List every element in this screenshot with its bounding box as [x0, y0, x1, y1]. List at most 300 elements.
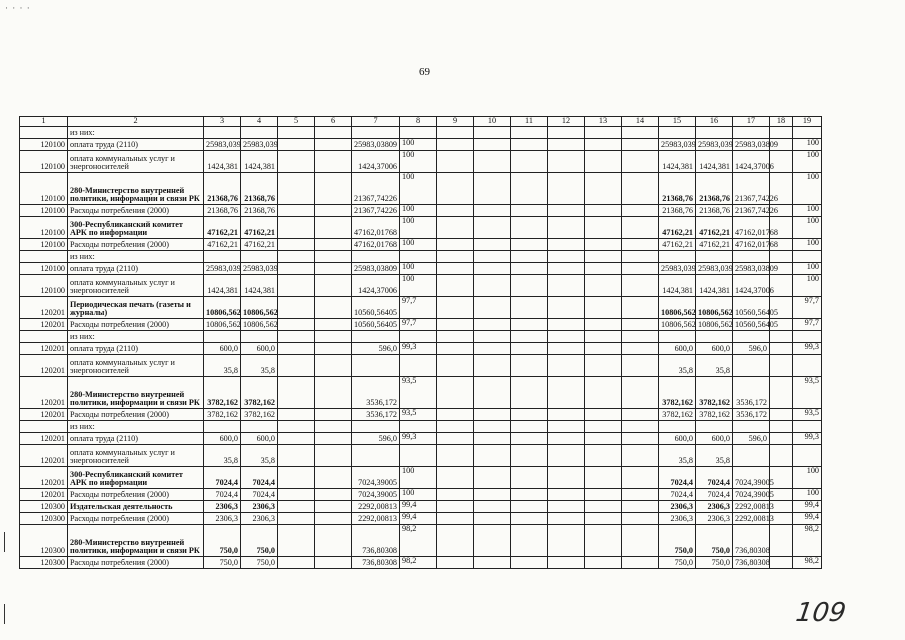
percent-cell: 100 — [400, 173, 437, 205]
value-cell — [315, 445, 352, 467]
value-cell — [437, 251, 474, 263]
table-row — [20, 445, 822, 467]
value-cell: 7024,4 — [659, 467, 696, 489]
row-code: 120100 — [20, 239, 68, 251]
value-cell: 21368,76 — [204, 205, 241, 217]
value-cell — [437, 139, 474, 151]
value-cell — [474, 151, 511, 173]
value-cell: 596,0 — [352, 433, 400, 445]
value-cell — [585, 251, 622, 263]
value-cell: 10806,562 — [696, 319, 733, 331]
percent-cell: 100 — [400, 217, 437, 239]
value-cell — [204, 251, 241, 263]
value-cell — [622, 173, 659, 205]
percent-cell: 100 — [793, 173, 822, 205]
value-cell — [585, 557, 622, 569]
value-cell: 1424,381 — [696, 275, 733, 297]
value-cell — [548, 467, 585, 489]
value-cell: 25983,039 — [241, 263, 278, 275]
value-cell — [278, 513, 315, 525]
value-cell — [585, 173, 622, 205]
table-row — [20, 501, 822, 513]
value-cell: 596,0 — [352, 343, 400, 355]
value-cell — [511, 151, 548, 173]
page-number: 69 — [419, 66, 430, 78]
value-cell — [770, 343, 793, 355]
header-cell: 17 — [733, 117, 770, 127]
table-row — [20, 343, 822, 355]
value-cell — [315, 343, 352, 355]
value-cell: 35,8 — [696, 445, 733, 467]
value-cell: 21367,74226 — [352, 173, 400, 205]
value-cell: 736,80308 — [733, 525, 770, 557]
table-row — [20, 433, 822, 445]
value-cell: 3782,162 — [241, 409, 278, 421]
value-cell — [315, 151, 352, 173]
row-name: Издательская деятельность — [68, 501, 204, 513]
row-name: оплата труда (2110) — [68, 343, 204, 355]
value-cell: 21367,74226 — [352, 205, 400, 217]
value-cell — [511, 433, 548, 445]
table-row — [20, 205, 822, 217]
value-cell — [278, 251, 315, 263]
value-cell — [622, 445, 659, 467]
budget-table — [19, 116, 822, 569]
value-cell: 1424,37006 — [733, 151, 770, 173]
value-cell — [548, 445, 585, 467]
value-cell — [437, 319, 474, 331]
value-cell — [241, 251, 278, 263]
row-code: 120100 — [20, 275, 68, 297]
value-cell — [548, 489, 585, 501]
value-cell: 3536,172 — [352, 409, 400, 421]
percent-cell: 98,2 — [793, 557, 822, 569]
value-cell: 35,8 — [204, 355, 241, 377]
table-row — [20, 421, 822, 433]
value-cell: 21368,76 — [659, 173, 696, 205]
value-cell — [315, 297, 352, 319]
value-cell — [474, 421, 511, 433]
percent-cell — [400, 445, 437, 467]
percent-cell: 100 — [793, 205, 822, 217]
value-cell — [315, 127, 352, 139]
value-cell: 3782,162 — [204, 409, 241, 421]
value-cell — [278, 263, 315, 275]
value-cell — [585, 467, 622, 489]
value-cell: 2306,3 — [659, 513, 696, 525]
row-code: 120201 — [20, 319, 68, 331]
value-cell — [585, 433, 622, 445]
percent-cell — [400, 331, 437, 343]
row-name: оплата труда (2110) — [68, 139, 204, 151]
percent-cell: 93,5 — [400, 377, 437, 409]
value-cell — [352, 445, 400, 467]
value-cell — [659, 251, 696, 263]
value-cell — [548, 127, 585, 139]
value-cell — [511, 445, 548, 467]
value-cell — [474, 525, 511, 557]
value-cell: 25983,03809 — [733, 139, 770, 151]
value-cell — [474, 173, 511, 205]
value-cell — [352, 251, 400, 263]
row-code: 120300 — [20, 501, 68, 513]
value-cell — [437, 343, 474, 355]
value-cell — [585, 445, 622, 467]
row-name: 280-Министерство внутренней политики, информации и связи РК — [68, 377, 204, 409]
percent-cell: 99,4 — [793, 513, 822, 525]
table-row — [20, 557, 822, 569]
value-cell — [622, 251, 659, 263]
value-cell: 1424,381 — [204, 151, 241, 173]
value-cell: 2306,3 — [204, 501, 241, 513]
value-cell: 1424,381 — [659, 151, 696, 173]
value-cell — [437, 355, 474, 377]
value-cell — [585, 343, 622, 355]
value-cell: 47162,21 — [241, 217, 278, 239]
value-cell: 7024,39005 — [352, 467, 400, 489]
value-cell — [622, 421, 659, 433]
value-cell: 10806,562 — [204, 297, 241, 319]
row-name: Расходы потребления (2000) — [68, 489, 204, 501]
value-cell — [585, 275, 622, 297]
value-cell: 7024,4 — [696, 489, 733, 501]
value-cell — [548, 297, 585, 319]
value-cell — [622, 151, 659, 173]
row-code — [20, 251, 68, 263]
value-cell: 10560,56405 — [352, 297, 400, 319]
row-name: из них: — [68, 421, 204, 433]
percent-cell: 100 — [793, 239, 822, 251]
value-cell — [511, 139, 548, 151]
value-cell — [511, 297, 548, 319]
value-cell — [548, 319, 585, 331]
value-cell — [437, 377, 474, 409]
percent-cell — [793, 251, 822, 263]
value-cell — [474, 343, 511, 355]
header-cell: 12 — [548, 117, 585, 127]
value-cell: 750,0 — [241, 557, 278, 569]
value-cell — [511, 489, 548, 501]
value-cell: 1424,37006 — [352, 275, 400, 297]
value-cell — [770, 409, 793, 421]
row-name: оплата коммунальных услуг и энергоносителей — [68, 445, 204, 467]
value-cell — [437, 513, 474, 525]
value-cell — [548, 377, 585, 409]
value-cell: 2292,00813 — [352, 501, 400, 513]
value-cell: 3782,162 — [241, 377, 278, 409]
value-cell — [622, 319, 659, 331]
value-cell — [548, 263, 585, 275]
value-cell: 3782,162 — [204, 377, 241, 409]
value-cell — [548, 501, 585, 513]
value-cell: 25983,03809 — [352, 139, 400, 151]
value-cell: 47162,21 — [659, 217, 696, 239]
value-cell — [548, 217, 585, 239]
value-cell — [437, 557, 474, 569]
table-row — [20, 251, 822, 263]
value-cell — [548, 331, 585, 343]
row-name: оплата коммунальных услуг и энергоносителей — [68, 275, 204, 297]
value-cell — [511, 421, 548, 433]
value-cell: 21368,76 — [241, 205, 278, 217]
row-name: 300-Республиканский комитет АРК по информации — [68, 467, 204, 489]
value-cell — [278, 151, 315, 173]
value-cell: 21368,76 — [241, 173, 278, 205]
value-cell: 35,8 — [241, 355, 278, 377]
value-cell — [315, 525, 352, 557]
row-name: 280-Министерство внутренней политики, информации и связи РК — [68, 173, 204, 205]
value-cell — [474, 355, 511, 377]
value-cell — [278, 445, 315, 467]
value-cell: 3782,162 — [696, 377, 733, 409]
row-code: 120201 — [20, 489, 68, 501]
value-cell — [315, 501, 352, 513]
value-cell — [622, 331, 659, 343]
value-cell — [585, 139, 622, 151]
value-cell — [622, 501, 659, 513]
value-cell — [585, 263, 622, 275]
value-cell: 750,0 — [696, 557, 733, 569]
value-cell — [437, 297, 474, 319]
value-cell — [315, 331, 352, 343]
value-cell — [474, 445, 511, 467]
percent-cell: 100 — [400, 239, 437, 251]
row-code: 120100 — [20, 205, 68, 217]
value-cell: 600,0 — [241, 433, 278, 445]
table-row — [20, 139, 822, 151]
value-cell — [278, 355, 315, 377]
value-cell — [315, 251, 352, 263]
value-cell — [622, 139, 659, 151]
value-cell: 10806,562 — [241, 297, 278, 319]
value-cell — [622, 489, 659, 501]
value-cell — [437, 501, 474, 513]
table-row — [20, 377, 822, 409]
value-cell — [437, 445, 474, 467]
value-cell — [437, 173, 474, 205]
value-cell — [585, 513, 622, 525]
value-cell: 35,8 — [659, 445, 696, 467]
value-cell: 47162,21 — [659, 239, 696, 251]
percent-cell — [400, 127, 437, 139]
header-cell: 6 — [315, 117, 352, 127]
row-name: 280-Министерство внутренней политики, информации и связи РК — [68, 525, 204, 557]
value-cell — [474, 377, 511, 409]
value-cell — [474, 239, 511, 251]
value-cell — [437, 127, 474, 139]
value-cell — [770, 331, 793, 343]
value-cell — [278, 377, 315, 409]
percent-cell — [793, 445, 822, 467]
header-cell: 9 — [437, 117, 474, 127]
value-cell — [315, 205, 352, 217]
row-name: оплата коммунальных услуг и энергоносителей — [68, 151, 204, 173]
value-cell — [511, 319, 548, 331]
value-cell: 47162,01768 — [352, 239, 400, 251]
value-cell: 25983,03809 — [733, 263, 770, 275]
value-cell — [511, 513, 548, 525]
percent-cell: 100 — [400, 205, 437, 217]
value-cell: 47162,01768 — [352, 217, 400, 239]
value-cell — [733, 445, 770, 467]
table-row — [20, 239, 822, 251]
percent-cell: 99,3 — [400, 343, 437, 355]
value-cell: 21367,74226 — [733, 173, 770, 205]
value-cell: 47162,21 — [696, 217, 733, 239]
value-cell — [204, 127, 241, 139]
corner-marks: · · · · — [5, 3, 31, 13]
value-cell — [696, 251, 733, 263]
percent-cell: 99,4 — [793, 501, 822, 513]
value-cell — [437, 489, 474, 501]
value-cell — [315, 467, 352, 489]
value-cell: 596,0 — [733, 433, 770, 445]
value-cell — [241, 331, 278, 343]
value-cell: 47162,01768 — [733, 217, 770, 239]
value-cell: 25983,039 — [696, 139, 733, 151]
value-cell: 3536,172 — [352, 377, 400, 409]
value-cell: 35,8 — [204, 445, 241, 467]
row-name: из них: — [68, 251, 204, 263]
value-cell: 2306,3 — [696, 513, 733, 525]
value-cell: 2306,3 — [241, 513, 278, 525]
percent-cell: 100 — [400, 263, 437, 275]
header-cell: 4 — [241, 117, 278, 127]
row-code: 120100 — [20, 151, 68, 173]
percent-cell: 100 — [793, 139, 822, 151]
value-cell — [278, 275, 315, 297]
value-cell — [770, 421, 793, 433]
table-row — [20, 409, 822, 421]
value-cell — [278, 297, 315, 319]
value-cell — [474, 501, 511, 513]
value-cell: 750,0 — [696, 525, 733, 557]
value-cell — [437, 275, 474, 297]
value-cell: 35,8 — [241, 445, 278, 467]
value-cell — [585, 319, 622, 331]
value-cell: 1424,37006 — [733, 275, 770, 297]
value-cell — [585, 377, 622, 409]
percent-cell: 100 — [400, 151, 437, 173]
value-cell — [278, 501, 315, 513]
value-cell: 736,80308 — [352, 557, 400, 569]
value-cell: 736,80308 — [352, 525, 400, 557]
value-cell — [770, 377, 793, 409]
header-cell: 15 — [659, 117, 696, 127]
percent-cell: 93,5 — [400, 409, 437, 421]
row-code: 120100 — [20, 217, 68, 239]
value-cell — [278, 239, 315, 251]
value-cell — [204, 331, 241, 343]
value-cell — [622, 263, 659, 275]
value-cell — [585, 409, 622, 421]
value-cell — [474, 275, 511, 297]
percent-cell: 93,5 — [793, 377, 822, 409]
percent-cell — [400, 355, 437, 377]
value-cell: 600,0 — [696, 433, 733, 445]
value-cell: 750,0 — [659, 557, 696, 569]
value-cell — [770, 251, 793, 263]
value-cell: 7024,4 — [696, 467, 733, 489]
value-cell — [278, 409, 315, 421]
row-name: оплата труда (2110) — [68, 263, 204, 275]
table-row — [20, 275, 822, 297]
table-row — [20, 127, 822, 139]
value-cell — [733, 127, 770, 139]
value-cell: 25983,039 — [204, 263, 241, 275]
value-cell: 2292,00813 — [733, 501, 770, 513]
value-cell — [474, 409, 511, 421]
table-row — [20, 513, 822, 525]
percent-cell: 99,4 — [400, 513, 437, 525]
value-cell: 7024,4 — [204, 467, 241, 489]
value-cell — [315, 319, 352, 331]
value-cell: 600,0 — [204, 433, 241, 445]
header-cell: 2 — [68, 117, 204, 127]
row-name: из них: — [68, 127, 204, 139]
value-cell: 600,0 — [659, 433, 696, 445]
percent-cell: 97,7 — [400, 297, 437, 319]
value-cell — [352, 355, 400, 377]
value-cell — [548, 409, 585, 421]
value-cell — [474, 263, 511, 275]
value-cell — [278, 205, 315, 217]
table-row — [20, 355, 822, 377]
value-cell — [352, 331, 400, 343]
value-cell: 47162,01768 — [733, 239, 770, 251]
table-row — [20, 173, 822, 205]
value-cell — [733, 251, 770, 263]
value-cell: 3536,172 — [733, 409, 770, 421]
row-code — [20, 331, 68, 343]
value-cell: 1424,381 — [241, 275, 278, 297]
value-cell — [278, 343, 315, 355]
value-cell: 25983,039 — [659, 139, 696, 151]
header-cell: 10 — [474, 117, 511, 127]
value-cell — [548, 139, 585, 151]
value-cell: 600,0 — [241, 343, 278, 355]
value-cell: 10560,56405 — [733, 319, 770, 331]
percent-cell: 100 — [793, 275, 822, 297]
percent-cell: 100 — [793, 467, 822, 489]
percent-cell — [793, 127, 822, 139]
value-cell: 10806,562 — [241, 319, 278, 331]
value-cell — [241, 127, 278, 139]
value-cell — [511, 557, 548, 569]
header-cell: 8 — [400, 117, 437, 127]
percent-cell: 93,5 — [793, 409, 822, 421]
value-cell: 600,0 — [696, 343, 733, 355]
value-cell — [585, 355, 622, 377]
value-cell: 750,0 — [241, 525, 278, 557]
value-cell — [278, 139, 315, 151]
value-cell — [511, 355, 548, 377]
value-cell: 3782,162 — [696, 409, 733, 421]
table-body — [20, 117, 822, 569]
value-cell — [585, 489, 622, 501]
value-cell — [585, 501, 622, 513]
value-cell — [278, 557, 315, 569]
value-cell — [770, 433, 793, 445]
value-cell: 2306,3 — [204, 513, 241, 525]
value-cell — [278, 421, 315, 433]
value-cell — [437, 205, 474, 217]
percent-cell: 99,3 — [793, 343, 822, 355]
row-name: Расходы потребления (2000) — [68, 557, 204, 569]
value-cell — [474, 251, 511, 263]
row-code — [20, 127, 68, 139]
value-cell — [511, 377, 548, 409]
